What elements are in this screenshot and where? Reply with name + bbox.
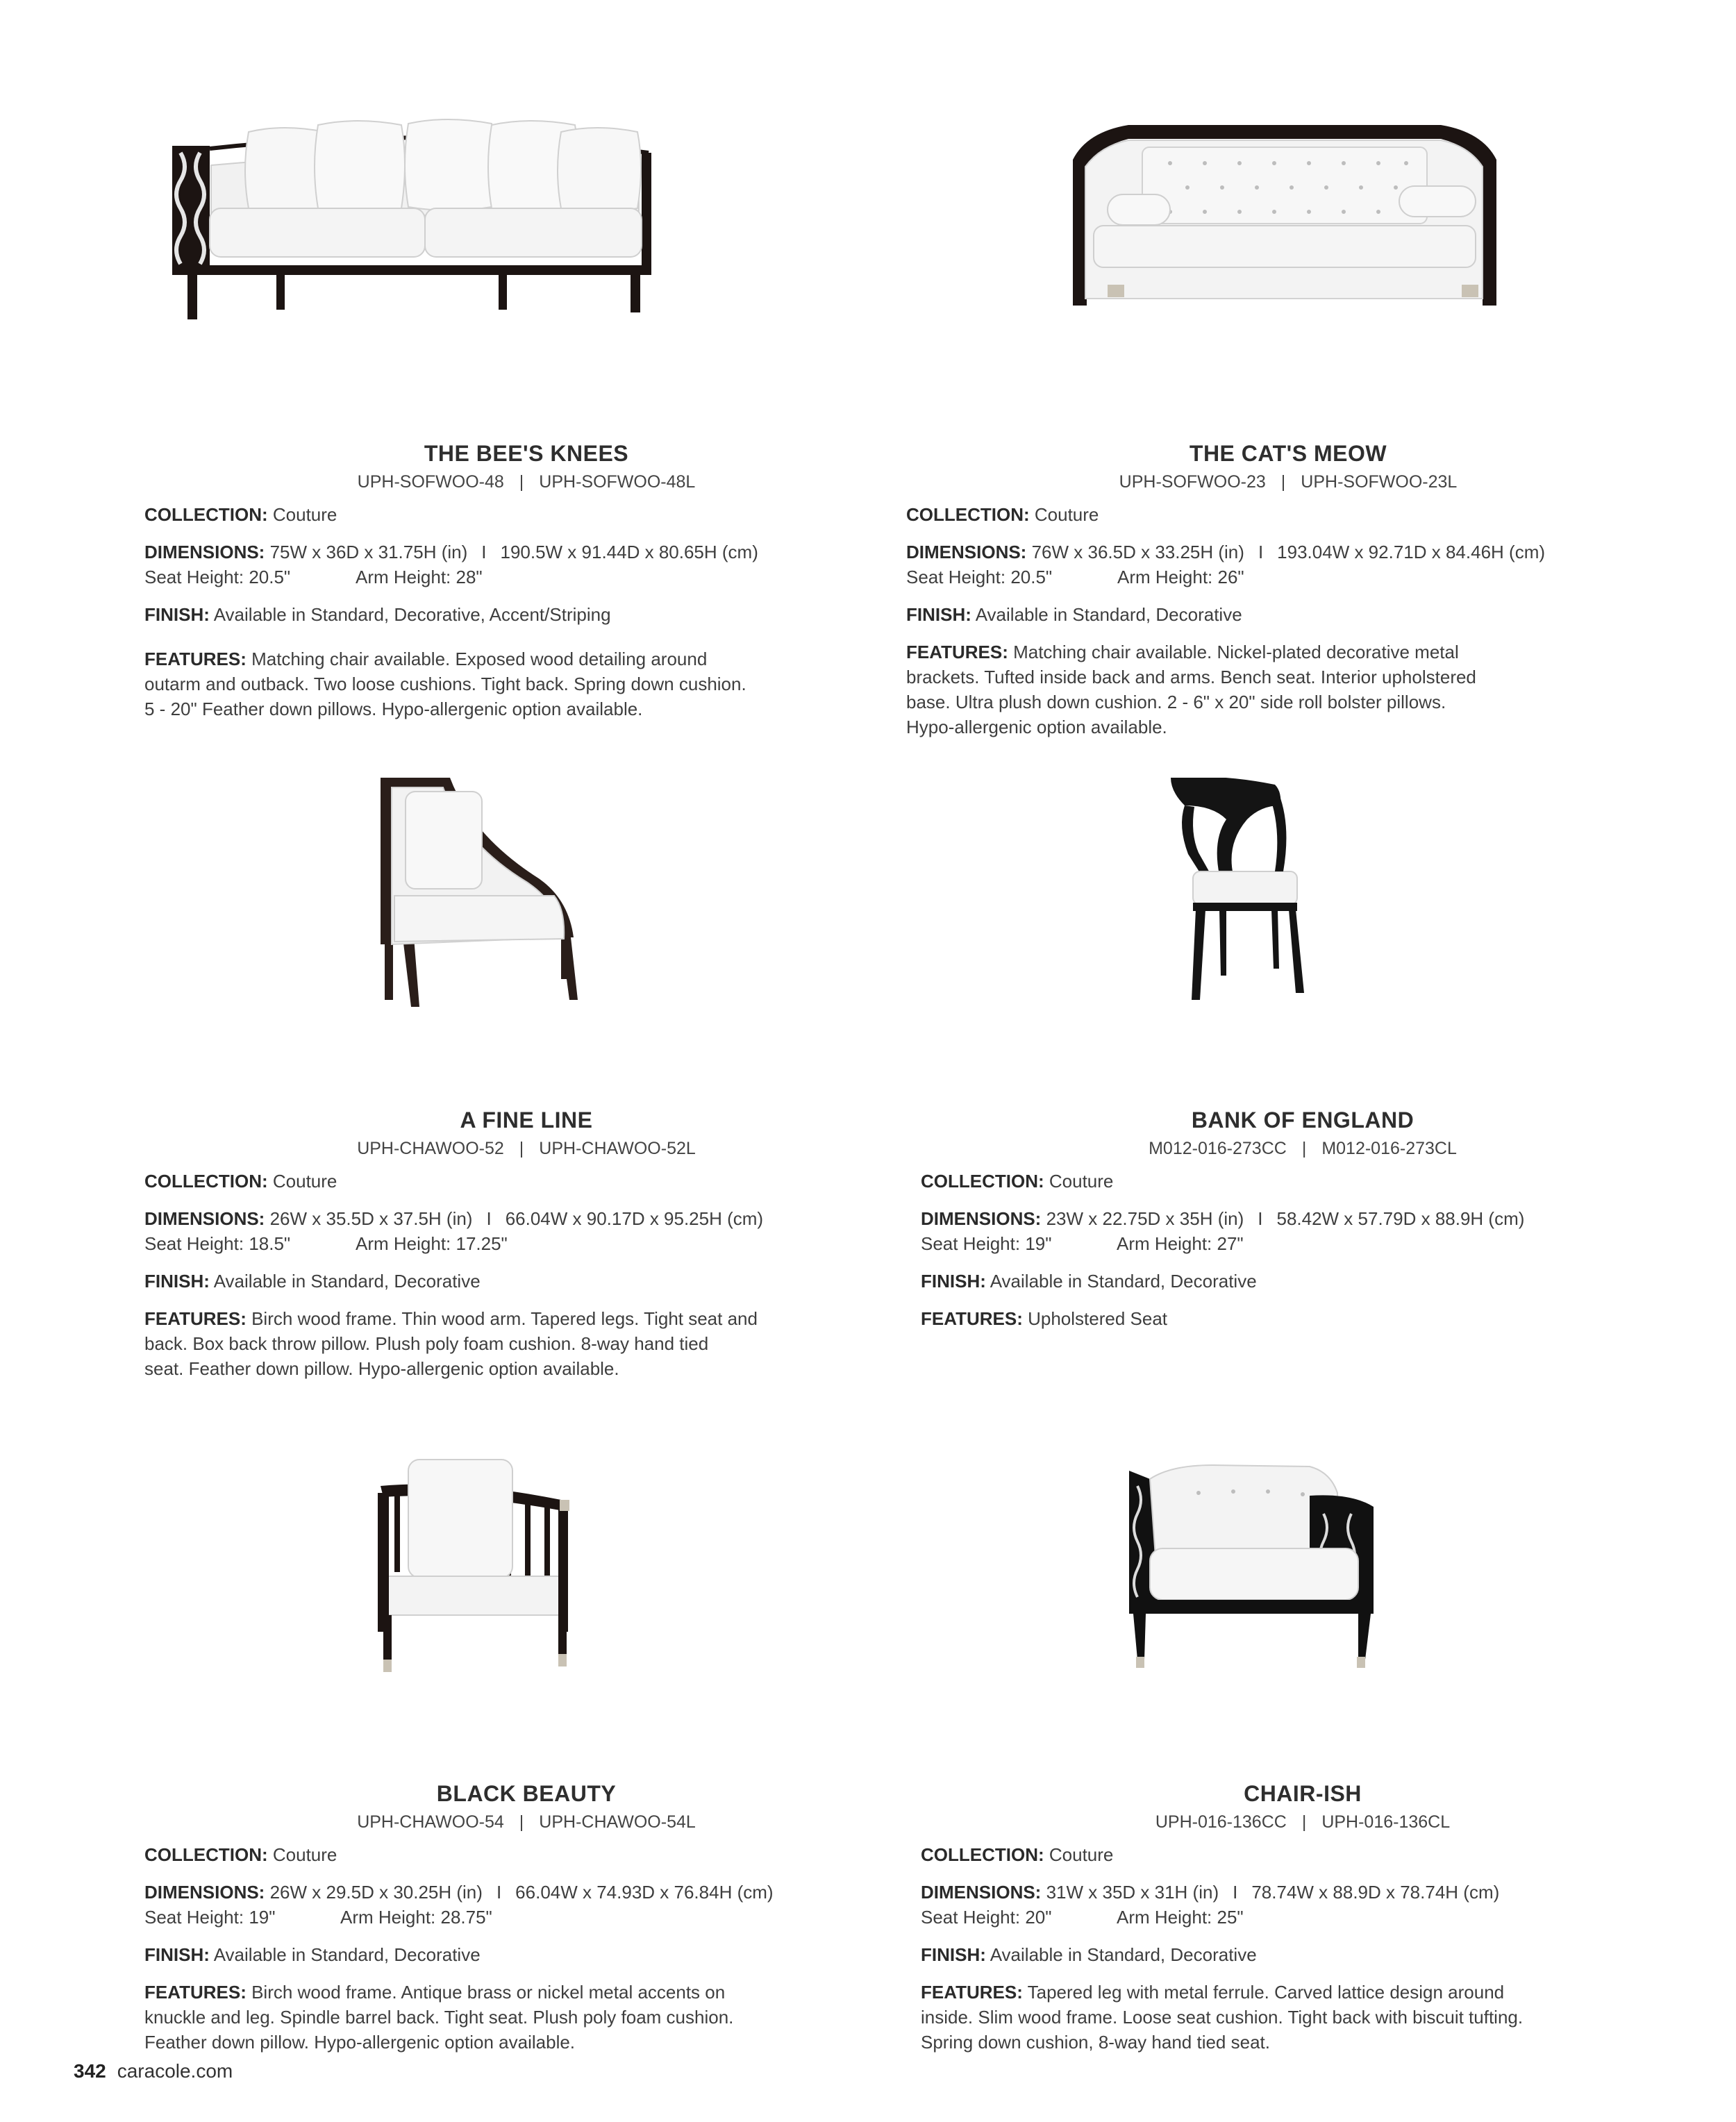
- sku-primary: UPH-016-136CC: [1155, 1812, 1287, 1832]
- collection-label: COLLECTION:: [921, 1844, 1044, 1865]
- finish-value: Available in Standard, Decorative: [990, 1944, 1257, 1965]
- dimensions-label: DIMENSIONS:: [921, 1208, 1042, 1229]
- dimensions-label: DIMENSIONS:: [906, 542, 1027, 562]
- sku-primary: UPH-CHAWOO-52: [357, 1139, 504, 1158]
- black-armchair-icon: [921, 778, 1685, 1007]
- sku-secondary: UPH-SOFWOO-23L: [1301, 472, 1458, 492]
- product-card: [144, 1451, 908, 2055]
- slipper-chair-icon: [144, 778, 908, 1007]
- sku-primary: UPH-SOFWOO-48: [357, 472, 504, 492]
- seat-height: Seat Height: 19": [144, 1907, 276, 1928]
- features-label: FEATURES:: [144, 649, 247, 669]
- dimensions-line: DIMENSIONS: 23W x 22.75D x 35H (in) I 58.42W x 57.79D x 88.9H (cm): [921, 1208, 1525, 1229]
- dimensions-line: DIMENSIONS: 31W x 35D x 31H (in) I 78.74W x 88.9D x 78.74H (cm): [921, 1882, 1500, 1903]
- features-line: Birch wood frame. Antique brass or nickel metal accents on: [251, 1982, 726, 2003]
- dimensions-line: DIMENSIONS: 75W x 36D x 31.75H (in) I 190.5W x 91.44D x 80.65H (cm): [144, 542, 758, 562]
- finish-value: Available in Standard, Decorative: [213, 1944, 481, 1965]
- collection-value: Couture: [1034, 504, 1099, 525]
- collection-line: [906, 502, 1670, 527]
- dims-inches: 31W x 35D x 31H (in): [1046, 1882, 1219, 1903]
- sku-primary: UPH-SOFWOO-23: [1119, 472, 1266, 492]
- features-label: FEATURES:: [906, 642, 1008, 662]
- collection-line: [921, 1842, 1685, 1867]
- collection-line: [144, 502, 908, 527]
- dimensions-line: DIMENSIONS: 26W x 29.5D x 30.25H (in) I 66.04W x 74.93D x 76.84H (cm): [144, 1882, 774, 1903]
- sku-primary: M012-016-273CC: [1149, 1139, 1287, 1158]
- height-line: [921, 1231, 1685, 1256]
- features-label: FEATURES:: [144, 1982, 247, 2003]
- finish-value: Available in Standard, Decorative: [213, 1271, 481, 1292]
- product-name: THE CAT'S MEOW: [1189, 441, 1387, 466]
- features-line: Feather down pillow. Hypo-allergenic option available.: [144, 2032, 576, 2053]
- product-name: A FINE LINE: [460, 1108, 593, 1133]
- product-card: [144, 778, 908, 1381]
- seat-height: Seat Height: 19": [921, 1233, 1052, 1254]
- dimensions-label: DIMENSIONS:: [921, 1882, 1042, 1903]
- spindle-barrel-chair-icon: [144, 1451, 908, 1680]
- dims-inches: 75W x 36D x 31.75H (in): [269, 542, 468, 562]
- product-card: [921, 1451, 1685, 2055]
- finish-label: FINISH:: [921, 1944, 986, 1965]
- features-line: Spring down cushion, 8-way hand tied seat.: [921, 2032, 1270, 2053]
- dims-inches: 26W x 29.5D x 30.25H (in): [269, 1882, 483, 1903]
- tufted-sofa-icon: [906, 104, 1670, 333]
- finish-label: FINISH:: [144, 1271, 210, 1292]
- product-name: BANK OF ENGLAND: [1191, 1108, 1414, 1133]
- features-block: [921, 1306, 1685, 1331]
- dims-inches: 26W x 35.5D x 37.5H (in): [269, 1208, 473, 1229]
- features-line: back. Box back throw pillow. Plush poly foam cushion. 8-way hand tied: [144, 1333, 709, 1354]
- collection-label: COLLECTION:: [144, 1171, 268, 1192]
- height-line: [144, 1905, 908, 1930]
- product-name: BLACK BEAUTY: [436, 1781, 617, 1806]
- finish-value: Available in Standard, Decorative: [990, 1271, 1257, 1292]
- site-url[interactable]: caracole.com: [117, 2060, 233, 2082]
- arm-height: Arm Height: 26": [1117, 567, 1244, 587]
- sku-primary: UPH-CHAWOO-54: [357, 1812, 504, 1832]
- product-skus: M012-016-273CC | M012-016-273CL: [1149, 1139, 1457, 1158]
- collection-value: Couture: [1049, 1844, 1114, 1865]
- collection-value: Couture: [272, 1171, 337, 1192]
- height-line: [144, 1231, 908, 1256]
- collection-line: [144, 1169, 908, 1194]
- dims-cm: 78.74W x 88.9D x 78.74H (cm): [1251, 1882, 1500, 1903]
- finish-line: [921, 1942, 1685, 1967]
- seat-height: Seat Height: 20.5": [906, 567, 1053, 587]
- lattice-club-chair-icon: [921, 1451, 1685, 1680]
- arm-height: Arm Height: 17.25": [356, 1233, 508, 1254]
- features-block: [144, 1980, 908, 2055]
- dimensions-line: DIMENSIONS: 26W x 35.5D x 37.5H (in) I 66.04W x 90.17D x 95.25H (cm): [144, 1208, 764, 1229]
- features-line: knuckle and leg. Spindle barrel back. Tight seat. Plush poly foam cushion.: [144, 2007, 734, 2028]
- product-skus: UPH-SOFWOO-23 | UPH-SOFWOO-23L: [1119, 472, 1458, 492]
- features-line: brackets. Tufted inside back and arms. Bench seat. Interior upholstered: [906, 667, 1476, 687]
- product-card: [906, 104, 1670, 740]
- dims-cm: 58.42W x 57.79D x 88.9H (cm): [1276, 1208, 1525, 1229]
- features-block: [906, 640, 1670, 740]
- features-label: FEATURES:: [921, 1982, 1023, 2003]
- collection-label: COLLECTION:: [921, 1171, 1044, 1192]
- features-line: Birch wood frame. Thin wood arm. Tapered legs. Tight seat and: [251, 1308, 758, 1329]
- features-line: Matching chair available. Exposed wood detailing around: [251, 649, 708, 669]
- dims-cm: 66.04W x 74.93D x 76.84H (cm): [515, 1882, 774, 1903]
- height-line: [144, 565, 908, 590]
- features-line: base. Ultra plush down cushion. 2 - 6" x 20" side roll bolster pillows.: [906, 692, 1446, 712]
- product-card: [144, 104, 908, 721]
- product-card: [921, 778, 1685, 1331]
- product-skus: UPH-CHAWOO-54 | UPH-CHAWOO-54L: [357, 1812, 696, 1832]
- finish-label: FINISH:: [921, 1271, 986, 1292]
- height-line: [906, 565, 1670, 590]
- features-line: Tapered leg with metal ferrule. Carved lattice design around: [1027, 1982, 1505, 2003]
- finish-line: [921, 1269, 1685, 1294]
- dims-cm: 193.04W x 92.71D x 84.46H (cm): [1277, 542, 1546, 562]
- arm-height: Arm Height: 28": [356, 567, 483, 587]
- sku-secondary: UPH-CHAWOO-54L: [539, 1812, 696, 1832]
- features-label: FEATURES:: [144, 1308, 247, 1329]
- product-name: CHAIR-ISH: [1244, 1781, 1362, 1806]
- product-name: THE BEE'S KNEES: [424, 441, 629, 466]
- features-line: inside. Slim wood frame. Loose seat cushion. Tight back with biscuit tufting.: [921, 2007, 1524, 2028]
- dims-cm: 66.04W x 90.17D x 95.25H (cm): [505, 1208, 764, 1229]
- sofa-with-lattice-arms-icon: [144, 104, 908, 333]
- features-line: Matching chair available. Nickel-plated decorative metal: [1013, 642, 1459, 662]
- product-skus: UPH-016-136CC | UPH-016-136CL: [1155, 1812, 1451, 1832]
- sku-secondary: UPH-CHAWOO-52L: [539, 1139, 696, 1158]
- collection-value: Couture: [272, 1844, 337, 1865]
- sku-secondary: UPH-016-136CL: [1321, 1812, 1451, 1832]
- arm-height: Arm Height: 25": [1117, 1907, 1244, 1928]
- dimensions-line: DIMENSIONS: 76W x 36.5D x 33.25H (in) I 193.04W x 92.71D x 84.46H (cm): [906, 542, 1546, 562]
- features-line: 5 - 20" Feather down pillows. Hypo-allergenic option available.: [144, 699, 643, 719]
- dimensions-label: DIMENSIONS:: [144, 1208, 265, 1229]
- features-block: [144, 1306, 908, 1381]
- sku-secondary: M012-016-273CL: [1321, 1139, 1457, 1158]
- product-skus: UPH-CHAWOO-52 | UPH-CHAWOO-52L: [357, 1139, 696, 1158]
- finish-value: Available in Standard, Decorative: [975, 604, 1242, 625]
- dims-inches: 23W x 22.75D x 35H (in): [1046, 1208, 1244, 1229]
- finish-line: [906, 602, 1670, 627]
- finish-line: [144, 1942, 908, 1967]
- collection-label: COLLECTION:: [144, 1844, 268, 1865]
- finish-label: FINISH:: [906, 604, 971, 625]
- features-block: [144, 646, 908, 721]
- features-line: seat. Feather down pillow. Hypo-allergenic option available.: [144, 1358, 619, 1379]
- page-footer: [74, 2060, 233, 2082]
- features-block: [921, 1980, 1685, 2055]
- finish-label: FINISH:: [144, 604, 210, 625]
- collection-value: Couture: [1049, 1171, 1114, 1192]
- arm-height: Arm Height: 28.75": [340, 1907, 492, 1928]
- collection-label: COLLECTION:: [906, 504, 1030, 525]
- sku-secondary: UPH-SOFWOO-48L: [539, 472, 696, 492]
- dims-inches: 76W x 36.5D x 33.25H (in): [1031, 542, 1244, 562]
- dimensions-label: DIMENSIONS:: [144, 1882, 265, 1903]
- features-label: FEATURES:: [921, 1308, 1023, 1329]
- product-skus: UPH-SOFWOO-48 | UPH-SOFWOO-48L: [357, 472, 696, 492]
- dimensions-label: DIMENSIONS:: [144, 542, 265, 562]
- collection-line: [921, 1169, 1685, 1194]
- features-line: outarm and outback. Two loose cushions. Tight back. Spring down cushion.: [144, 674, 746, 694]
- finish-line: [144, 602, 908, 627]
- height-line: [921, 1905, 1685, 1930]
- seat-height: Seat Height: 20.5": [144, 567, 291, 587]
- seat-height: Seat Height: 18.5": [144, 1233, 291, 1254]
- finish-line: [144, 1269, 908, 1294]
- collection-line: [144, 1842, 908, 1867]
- collection-label: COLLECTION:: [144, 504, 268, 525]
- collection-value: Couture: [272, 504, 337, 525]
- finish-value: Available in Standard, Decorative, Accent/Striping: [213, 604, 611, 625]
- page-number: 342: [74, 2060, 106, 2082]
- seat-height: Seat Height: 20": [921, 1907, 1052, 1928]
- finish-label: FINISH:: [144, 1944, 210, 1965]
- dims-cm: 190.5W x 91.44D x 80.65H (cm): [500, 542, 758, 562]
- features-line: Hypo-allergenic option available.: [906, 717, 1167, 737]
- features-line: Upholstered Seat: [1028, 1308, 1167, 1329]
- arm-height: Arm Height: 27": [1117, 1233, 1244, 1254]
